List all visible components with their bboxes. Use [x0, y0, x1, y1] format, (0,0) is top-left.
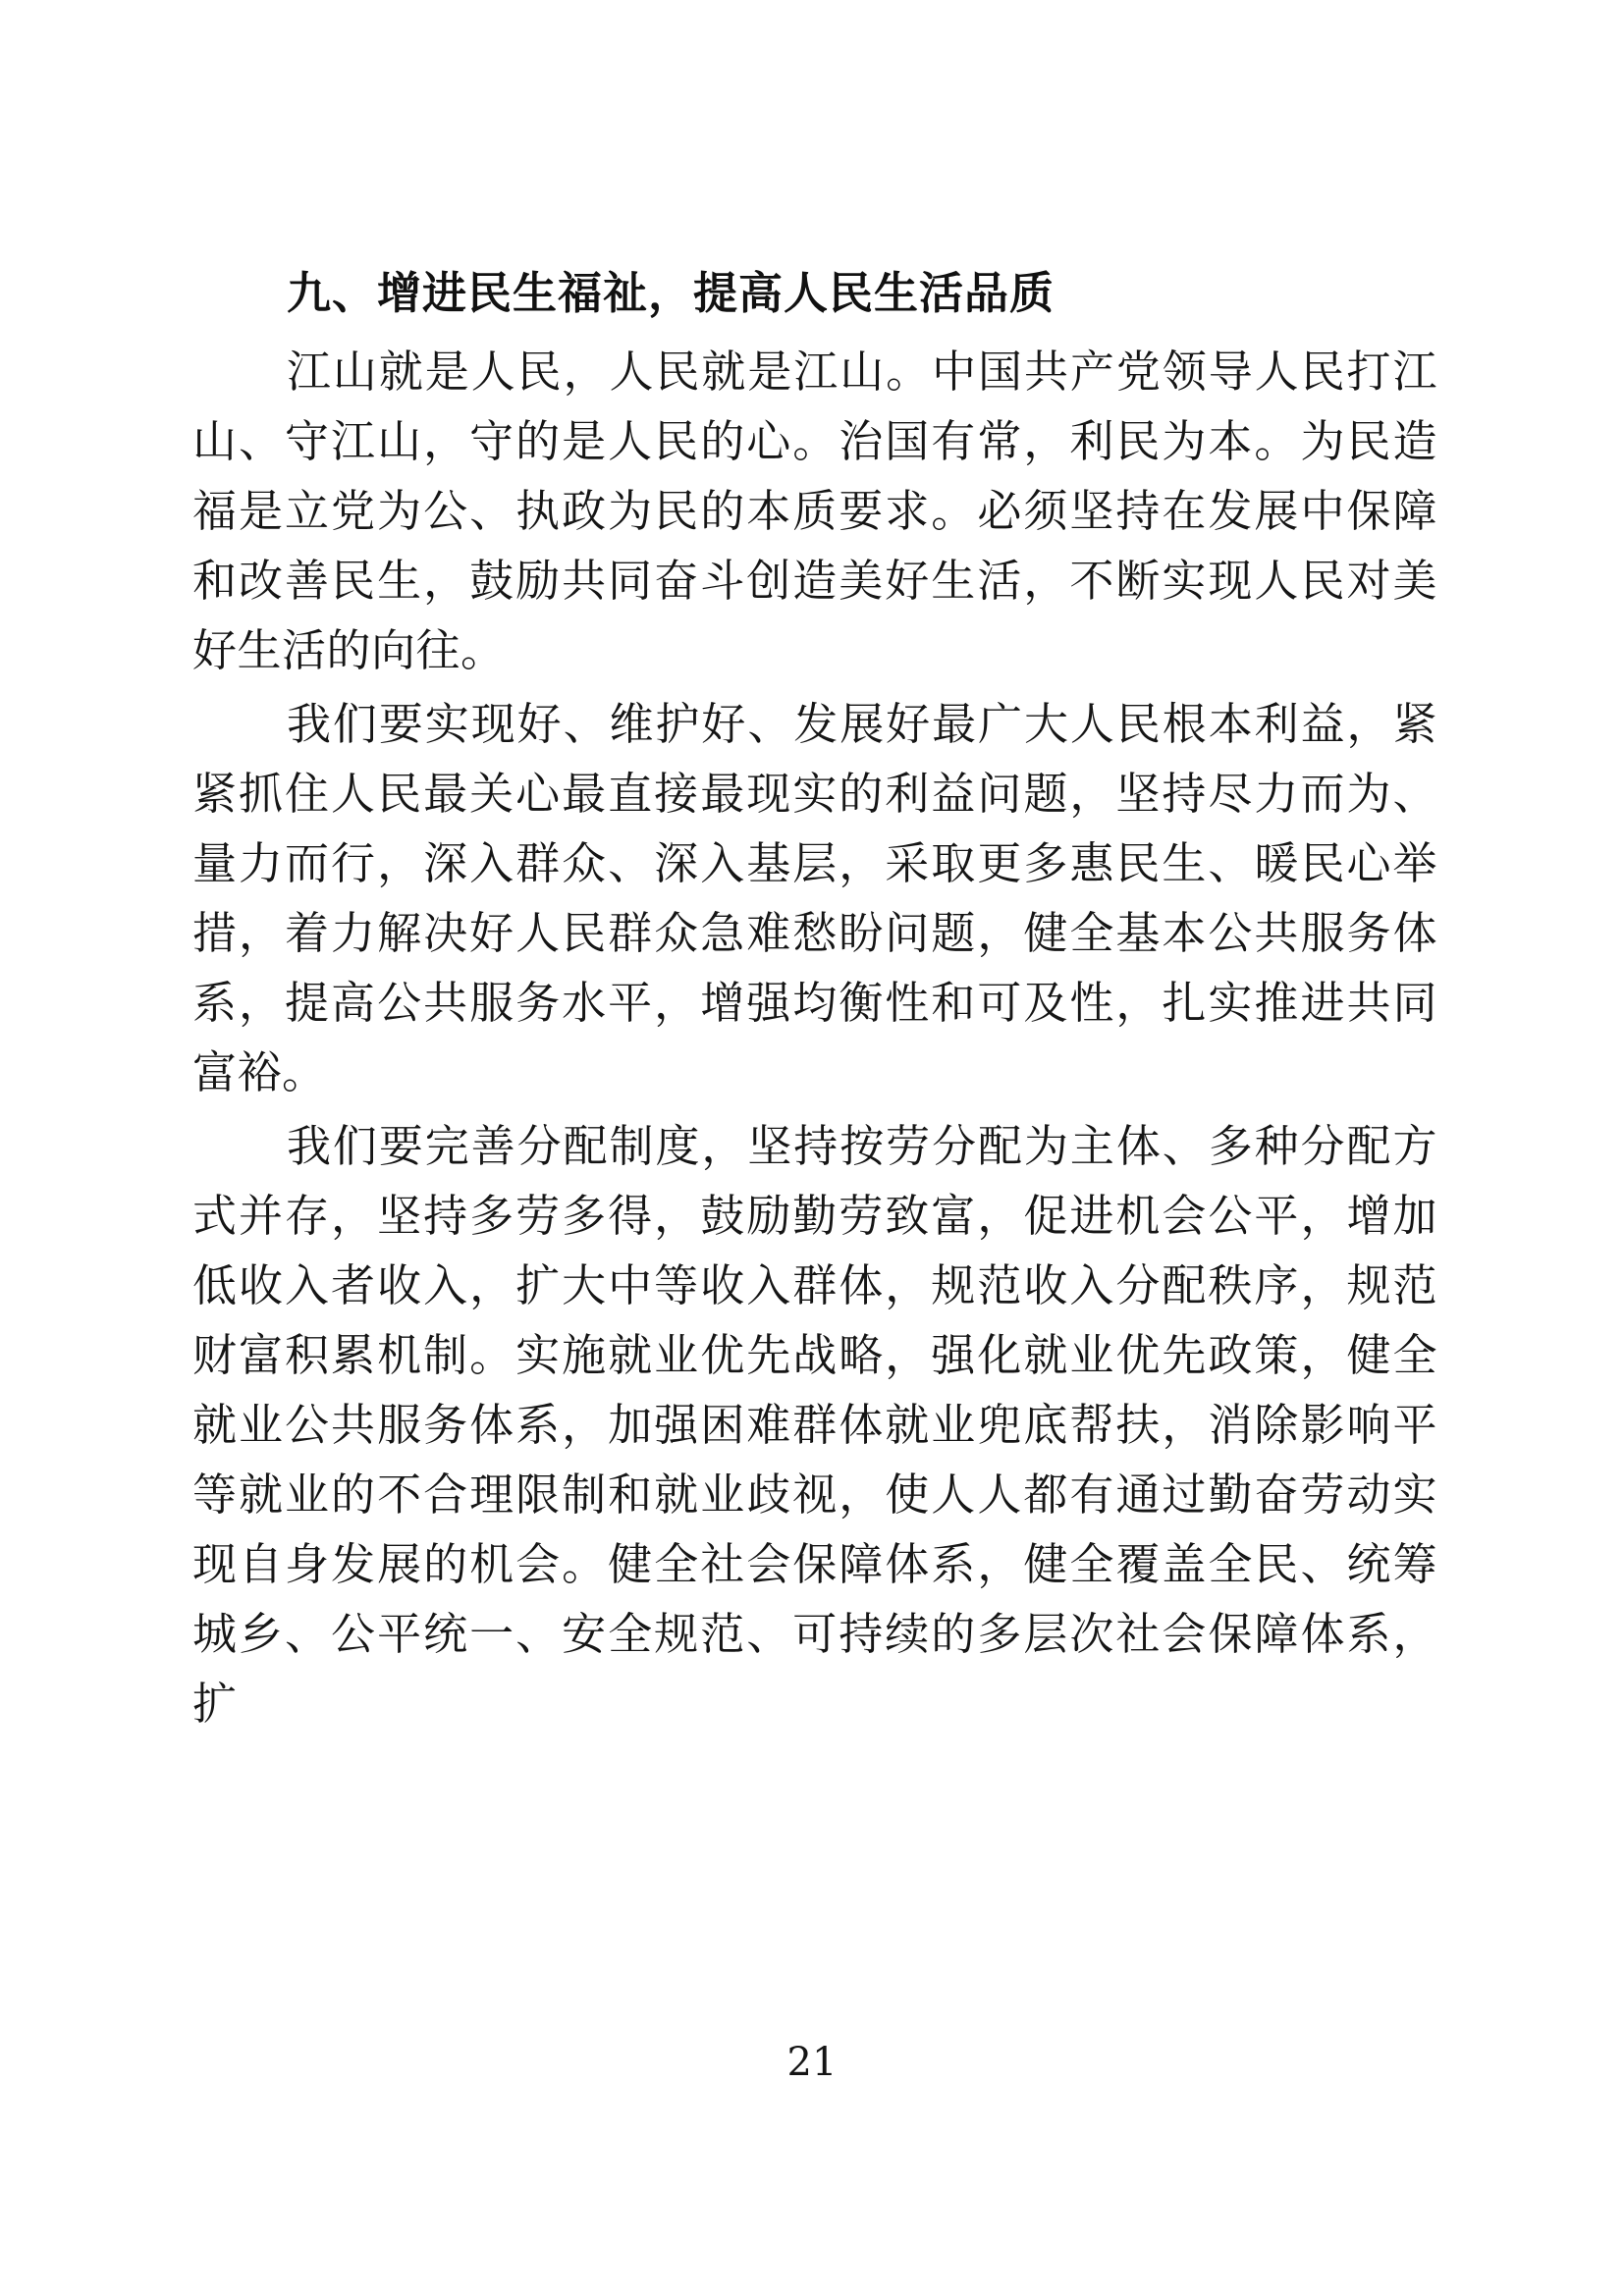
- section-heading: 九、增进民生福祉，提高人民生活品质: [287, 267, 1056, 319]
- body-paragraph: 江山就是人民，人民就是江山。中国共产党领导人民打江山、守江山，守的是人民的心。治国有常，利民为本。为民造福是立党为公、执政为民的本质要求。必须坚持在发展中保障和改善民生，鼓励共同奋斗创造美好生活，不断实现人民对美好生活的向往。: [192, 345, 1437, 676]
- page-content: [192, 265, 1437, 1742]
- page-number: 21: [786, 2040, 838, 2085]
- body-paragraph: 我们要完善分配制度，坚持按劳分配为主体、多种分配方式并存，坚持多劳多得，鼓励勤劳致富，促进机会公平，增加低收入者收入，扩大中等收入群体，规范收入分配秩序，规范财富积累机制。实施就业优先战略，强化就业优先政策，健全就业公共服务体系，加强困难群体就业兜底帮扶，消除影响平等就业的不合理限制和就业歧视，使人人都有通过勤奋劳动实现自身发展的机会。健全社会保障体系，健全覆盖全民、统筹城乡、公平统一、安全规范、可持续的多层次社会保障体系，扩: [192, 1119, 1437, 1730]
- body-paragraph: 我们要实现好、维护好、发展好最广大人民根本利益，紧紧抓住人民最关心最直接最现实的利益问题，坚持尽力而为、量力而行，深入群众、深入基层，采取更多惠民生、暖民心举措，着力解决好人民群众急难愁盼问题，健全基本公共服务体系，提高公共服务水平，增强均衡性和可及性，扎实推进共同富裕。: [192, 697, 1437, 1098]
